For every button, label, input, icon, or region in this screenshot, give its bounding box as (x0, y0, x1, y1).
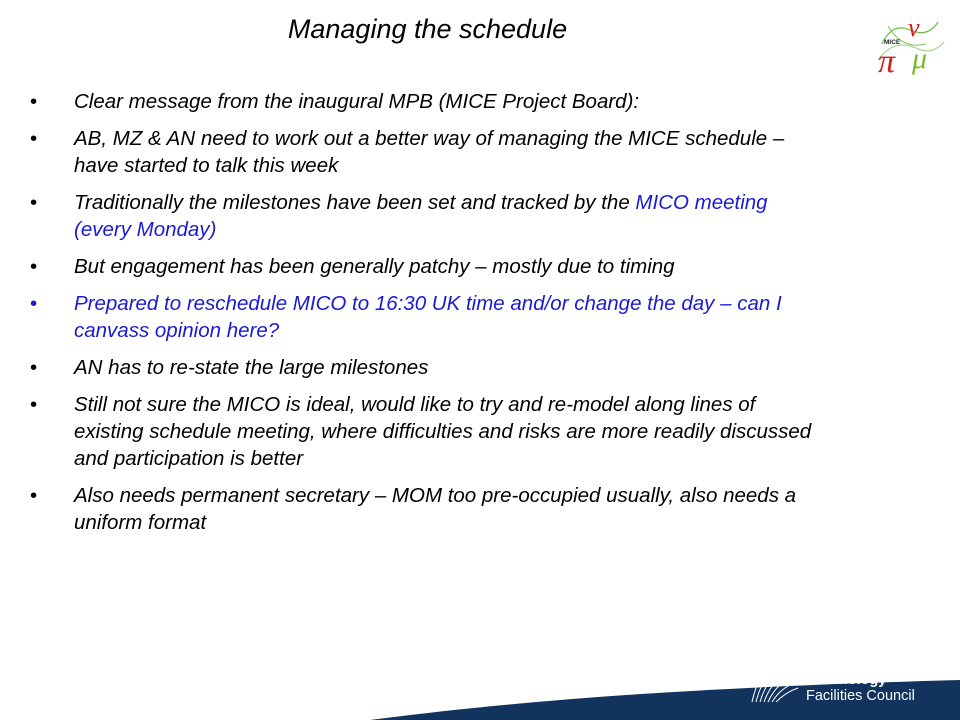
bullet-item (30, 253, 820, 280)
bullet-marker: • (30, 90, 38, 113)
bullet-text-highlight: MICO meeting (every Monday) (74, 191, 768, 241)
mice-nu-glyph: ν (908, 14, 920, 42)
bullet-item (30, 391, 820, 472)
stfc-text (806, 656, 952, 704)
bullet-marker: • (30, 484, 38, 507)
bullet-marker: • (30, 292, 38, 315)
bullet-marker: • (30, 393, 38, 416)
bullet-text: Prepared to reschedule MICO to 16:30 UK time and/or change the day – can I canvass opinion here? (74, 292, 782, 342)
bullet-marker: • (30, 255, 38, 278)
bullet-text: Traditionally the milestones have been set and tracked by the (74, 191, 636, 214)
stfc-name-line1: Science & Technology (806, 656, 887, 688)
stfc-name-line2: Facilities Council (806, 688, 915, 704)
mice-pi-glyph: π (878, 43, 896, 76)
stfc-logo-icon (744, 646, 804, 706)
bullet-marker: • (30, 191, 38, 214)
bullet-item (30, 88, 820, 115)
bullet-item (30, 354, 820, 381)
slide-title: Managing the schedule (287, 14, 568, 44)
mice-logo-icon (872, 14, 948, 76)
bullet-text: AB, MZ & AN need to work out a better way of managing the MICE schedule – have started to talk this week (74, 127, 785, 177)
bullet-marker: • (30, 356, 38, 379)
bullet-item-highlight (30, 290, 820, 344)
bullet-marker: • (30, 127, 38, 150)
bullet-item (30, 482, 820, 536)
bullet-item (30, 189, 820, 243)
bullet-text: Clear message from the inaugural MPB (MICE Project Board): (74, 90, 640, 113)
stfc-logo (742, 646, 952, 706)
bullet-text: Also needs permanent secretary – MOM too pre-occupied usually, also needs a uniform format (74, 484, 797, 534)
mice-mu-glyph: μ (912, 42, 928, 75)
bullet-text: AN has to re-state the large milestones (74, 356, 429, 379)
bullet-text: But engagement has been generally patchy – mostly due to timing (74, 255, 675, 278)
bullet-text: Still not sure the MICO is ideal, would like to try and re-model along lines of existing schedule meeting, where difficulties and risks are more readily discussed and participation is better (74, 393, 812, 470)
bullet-item (30, 125, 820, 179)
bullet-list (30, 88, 820, 546)
mice-logo-label: MICE (884, 39, 901, 46)
